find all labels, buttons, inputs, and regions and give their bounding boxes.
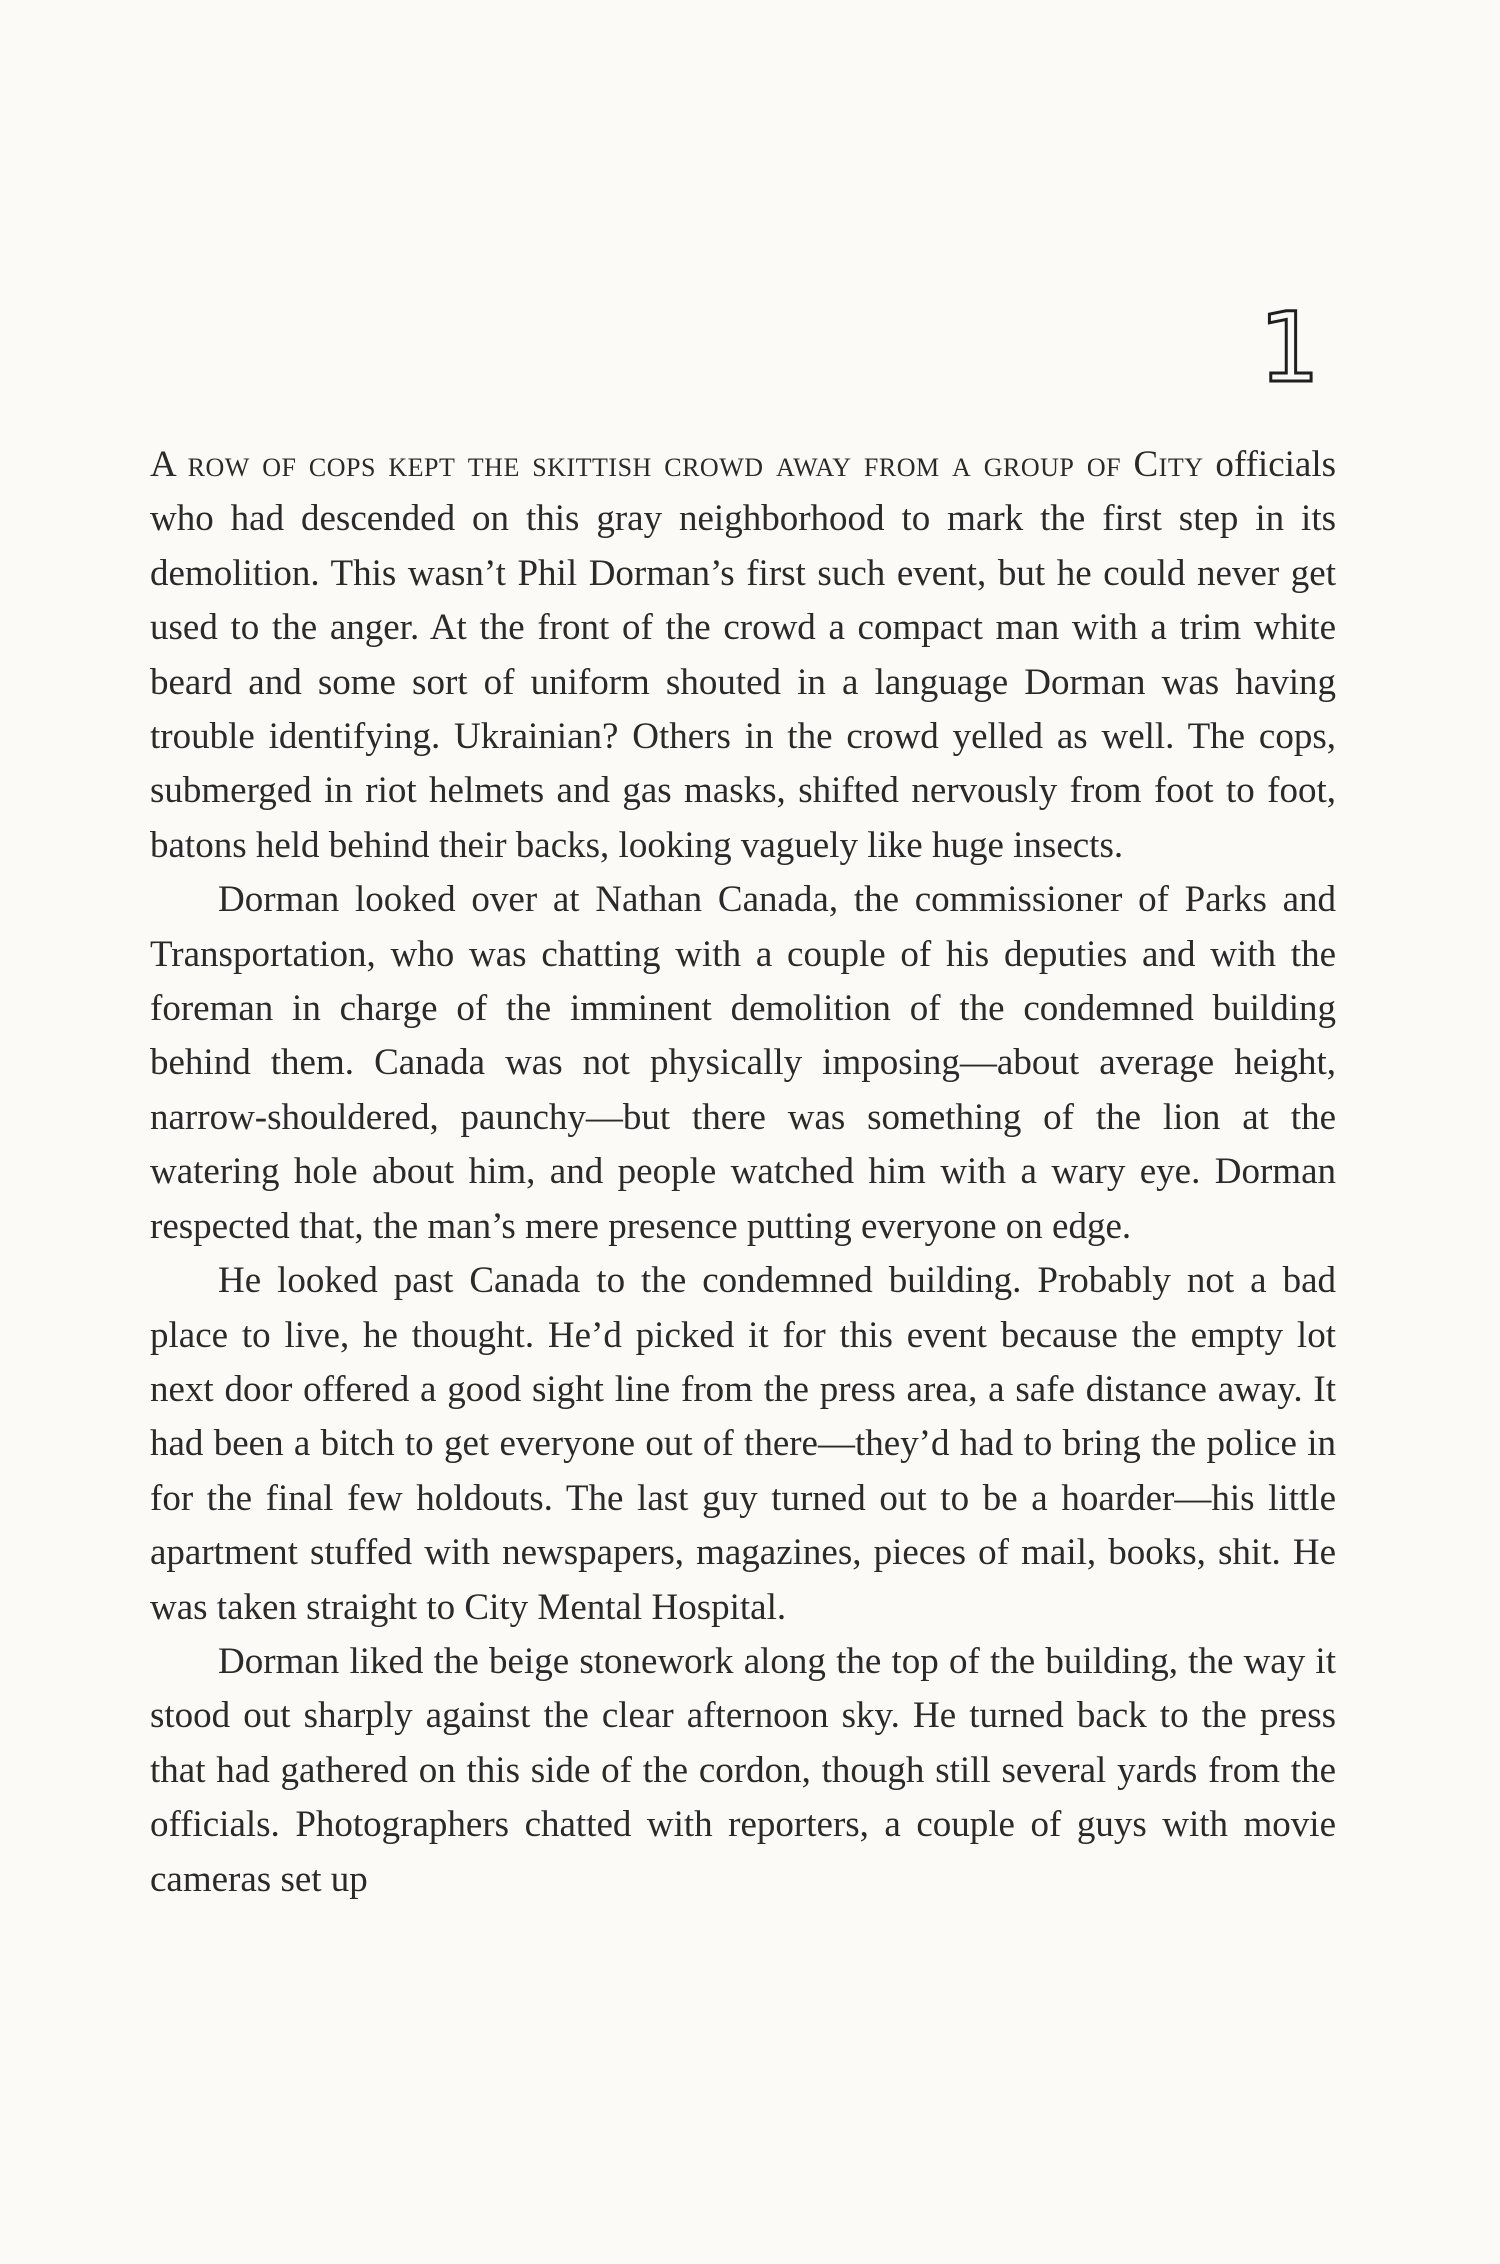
paragraph-1 [150, 438, 1336, 873]
paragraph-4: Dorman liked the beige stonework along the top of the building, the way it stood out sharply against the clear afternoon sky. He turned back to the press that had gathered on this side of the cordon, though still several yards from the officials. Photographers chatted with reporters, a couple of guys with movie cameras set up [150, 1640, 1336, 1900]
paragraph-2: Dorman looked over at Nathan Canada, the commissioner of Parks and Transportation, who was chatting with a couple of his deputies and with the foreman in charge of the imminent demolition of the condemned building behind them. Canada was not physically imposing—about average height, narrow-shouldered, paunchy—but there was something of the lion at the watering hole about him, and people watched him with a wary eye. Dorman respected that, the man’s mere presence putting everyone on edge. [150, 879, 1336, 1247]
paragraph-text: officials who had descended on this gray neighborhood to mark the first step in its demolition. This wasn’t Phil Dorman’s first such event, but he could never get used to the anger. At the front of the crowd a compact man with a trim white beard and some sort of uniform shouted in a language Dorman was having trouble identifying. Ukrainian? Others in the crowd yelled as well. The cops, submerged in riot helmets and gas masks, shifted nervously from foot to foot, batons held behind their backs, looking vaguely like huge insects. [150, 444, 1336, 866]
chapter-body [150, 438, 1336, 1907]
paragraph-lead-in: A row of cops kept the skittish crowd away from a group of City [150, 444, 1204, 485]
paragraph-3: He looked past Canada to the condemned building. Probably not a bad place to live, he thought. He’d picked it for this event because the empty lot next door offered a good sight line from the press area, a safe distance away. It had been a bitch to get everyone out of there—they’d had to bring the police in for the final few holdouts. The last guy turned out to be a hoarder—his little apartment stuffed with newspapers, magazines, pieces of mail, books, shit. He was taken straight to City Mental Hospital. [150, 1260, 1336, 1628]
chapter-number: 1 [1258, 292, 1320, 404]
